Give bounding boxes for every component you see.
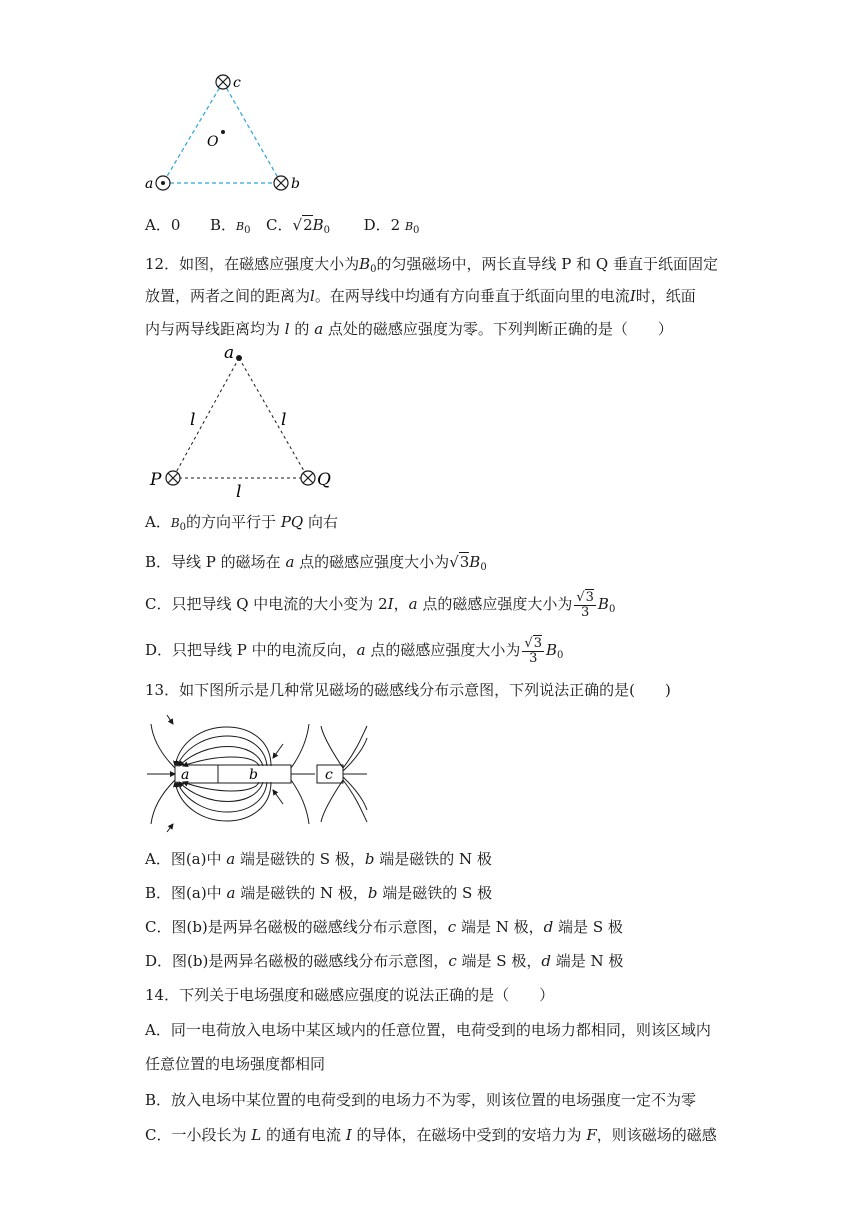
q14-option-c: C．一小段长为 L 的通有电流 I 的导体，在磁场中受到的安培力为 F，则该磁场的磁感 [145,1126,717,1144]
label-left-l: l [190,410,196,430]
point-a [236,355,242,361]
q12-option-c: C．只把导线 Q 中电流的大小变为 2I，a 点的磁感应强度大小为 $\frac{√3}{3}$ $B_0$ [145,589,616,620]
q12-option-b: B．导线 P 的磁场在 a 点的磁感应强度大小为$√3B_0$ [145,553,487,573]
label-a: a [181,767,190,783]
q11-triangle-figure [140,70,310,200]
label-b: b [291,176,300,192]
label-o: O [207,134,219,150]
label-a: a [145,176,154,192]
label-c: c [325,767,333,783]
q12-triangle-figure [145,345,345,505]
q13-stem: 13．如下图所示是几种常见磁场的磁感线分布示意图，下列说法正确的是( ) [145,681,671,699]
q12-stem-line2: 放置，两者之间的距离为l。在两导线中均通有方向垂直于纸面向里的电流I时，纸面 [145,287,696,305]
q12-stem-line3: 内与两导线距离均为 l 的 a 点处的磁感应强度为零。下列判断正确的是（ ） [145,320,673,338]
q13-option-b: B．图(a)中 a 端是磁铁的 N 极，b 端是磁铁的 S 极 [145,884,493,902]
q11-options: A．0 B．$B_0$ C．$√2B_0$ D．2 $B_0$ [145,216,420,236]
q14-stem: 14．下列关于电场强度和磁感应强度的说法正确的是（ ） [145,986,555,1004]
q14-option-a-line1: A．同一电荷放入电场中某区域内的任意位置，电荷受到的电场力都相同，则该区域内 [145,1021,711,1039]
wire-p-into-page-icon [166,471,180,485]
q13-option-c: C．图(b)是两异名磁极的磁感线分布示意图，c 端是 N 极，d 端是 S 极 [145,918,623,936]
label-a: a [224,343,235,363]
label-b: b [249,767,258,783]
label-q: Q [317,470,331,490]
q13-magnetic-field-figure [145,710,385,838]
label-p: P [150,470,162,490]
label-right-l: l [281,410,287,430]
q12-stem-line1: 12．如图，在磁感应强度大小为$B_0$的匀强磁场中，两长直导线 P 和 Q 垂直于纸面固定 [145,255,718,275]
label-c: c [233,75,241,91]
q13-option-a: A．图(a)中 a 端是磁铁的 S 极，b 端是磁铁的 N 极 [145,850,492,868]
q13-option-d: D．图(b)是两异名磁极的磁感线分布示意图，c 端是 S 极，d 端是 N 极 [145,952,624,970]
q12-option-a: A．$B_0$的方向平行于 PQ 向右 [145,513,339,533]
wire-q-into-page-icon [301,471,315,485]
q14-option-a-line2: 任意位置的电场强度都相同 [145,1055,326,1073]
wire-c-into-page-icon [216,75,230,89]
q14-option-b: B．放入电场中某位置的电荷受到的电场力不为零，则该位置的电场强度一定不为零 [145,1091,697,1109]
q12-option-d: D．只把导线 P 中的电流反向，a 点的磁感应强度大小为 $\frac{√3}{3}$ $B_0$ [145,635,564,666]
center-point-o [221,130,225,134]
label-bottom-l: l [236,482,242,502]
wire-a-out-of-page-icon [156,176,170,190]
wire-b-into-page-icon [274,176,288,190]
